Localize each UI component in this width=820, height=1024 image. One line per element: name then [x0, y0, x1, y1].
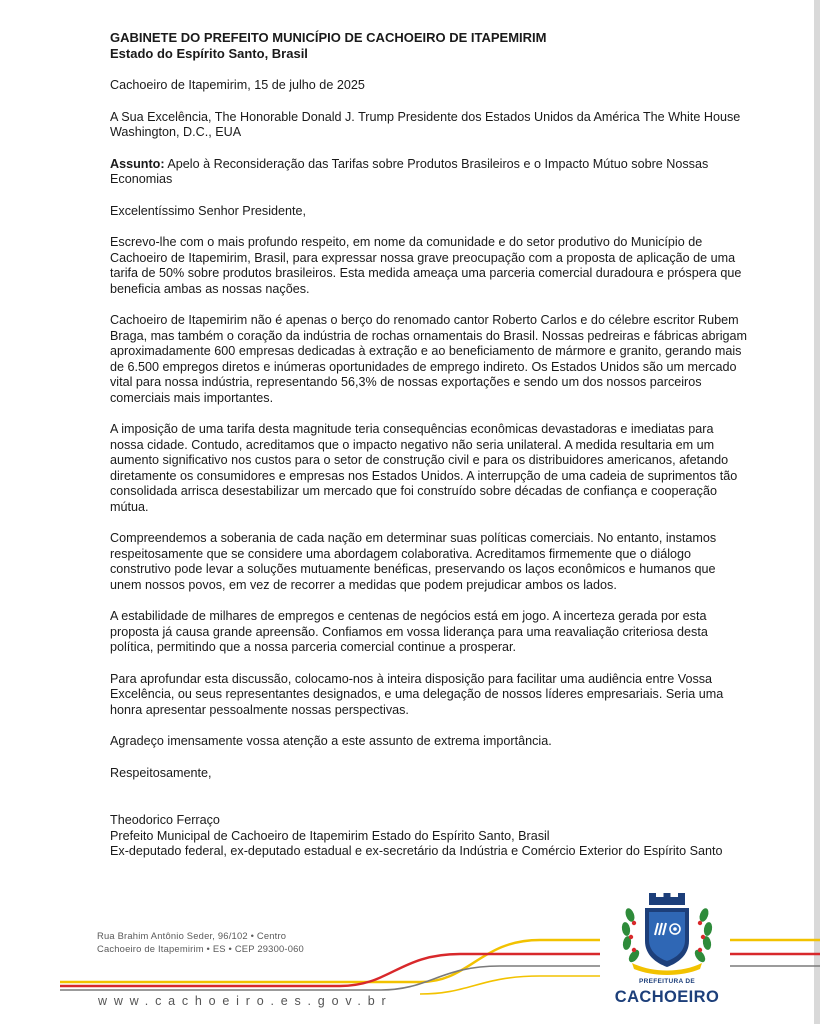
paragraph-2: Cachoeiro de Itapemirim não é apenas o berço do renomado cantor Roberto Carlos e do célebre escritor Rubem Braga, mas também o coração da indústria de rochas ornamentais do Brasil. Nossas pedreiras e fábricas abrigam aproximadamente 600 empresas dedicadas à extração e ao beneficiamento de mármore e granito, gerando mais de 6.500 empregos diretos e inúmeras oportunidades de emprego indireto. Os Estados Unidos são um mercado vital para nossa indústria, representando 56,3% de nossas exportações e sendo um dos nossos parceiros comerciais mais importantes. [110, 313, 747, 405]
letterhead-state: Estado do Espírito Santo, Brasil [110, 45, 308, 61]
address-line-1: Rua Brahim Antônio Seder, 96/102 • Centro [97, 930, 287, 941]
signer-previous-roles: Ex-deputado federal, ex-deputado estadual e ex-secretário da Indústria e Comércio Exterior do Espírito Santo [110, 844, 723, 858]
salutation: Excelentíssimo Senhor Presidente, [110, 203, 307, 218]
city-hall-logo [612, 893, 722, 1018]
page-edge [814, 0, 820, 1024]
subject-text: Apelo à Reconsideração das Tarifas sobre Produtos Brasileiros e o Impacto Mútuo sobre Nossas Economias [110, 156, 709, 186]
signature-block [110, 813, 750, 860]
paragraph-1: Escrevo-lhe com o mais profundo respeito, em nome da comunidade e do setor produtivo do Município de Cachoeiro de Itapemirim, Brasil, para expressar nossa grave preocupação com a proposta de aplicação de uma tarifa de 50% sobre produtos brasileiros. Esta medida ameaça uma parceria comercial duradoura e próspera que beneficia ambas as nossas nações. [110, 235, 742, 296]
letter-body [110, 30, 750, 860]
recipient: A Sua Excelência, The Honorable Donald J. Trump Presidente dos Estados Unidos da América The White House Washington, D.C., EUA [110, 109, 741, 139]
address-line-2: Cachoeiro de Itapemirim • ES • CEP 29300-060 [97, 943, 304, 954]
subject-line [110, 157, 750, 188]
subject-label: Assunto: [110, 156, 165, 171]
logo-caption-small: PREFEITURA DE [638, 978, 696, 985]
paragraph-4: Compreendemos a soberania de cada nação em determinar suas políticas comerciais. No entanto, instamos respeitosamente que se considere uma abordagem colaborativa. Acreditamos firmemente que o diálogo construtivo pode levar a soluções mutuamente benéficas, preservando os laços econômicos e humanos que unem nossos povos, em vez de recorrer a medidas que podem prejudicar ambos os lados. [110, 531, 717, 592]
closing: Respeitosamente, [110, 765, 212, 780]
letterhead-office: GABINETE DO PREFEITO MUNICÍPIO DE CACHOEIRO DE ITAPEMIRIM [110, 30, 547, 45]
logo-caption-large: CACHOEIRO [614, 988, 720, 1006]
signer-title: Prefeito Municipal de Cachoeiro de Itapemirim Estado do Espírito Santo, Brasil [110, 828, 550, 843]
paragraph-5: A estabilidade de milhares de empregos e centenas de negócios está em jogo. A incerteza gerada por esta proposta já causa grande apreensão. Confiamos em vossa liderança para uma reavaliação criteriosa desta política, permitindo que a nossa parceria comercial continue a prosperar. [110, 609, 708, 654]
paragraph-7: Agradeço imensamente vossa atenção a este assunto de extrema importância. [110, 734, 552, 748]
footer-yellow-stripe-2 [420, 976, 600, 994]
footer-address [97, 929, 304, 955]
paragraph-3: A imposição de uma tarifa desta magnitude teria consequências econômicas devastadoras e imediatas para nossa cidade. Contudo, acreditamos que o impacto negativo não seria unilateral. A medida resultaria em um aumento significativo nos custos para o setor de construção civil e para os distribuidores americanos, afetando diretamente os consumidores e empresas nos Estados Unidos. A interrupção de uma cadeia de suprimentos tão consolidada arrisca desestabilizar um mercado que foi construído sobre décadas de confiança e cooperação mútua. [110, 422, 738, 514]
website-link[interactable]: www.cachoeiro.es.gov.br [98, 994, 393, 1008]
signer-name: Theodorico Ferraço [110, 813, 220, 827]
place-date: Cachoeiro de Itapemirim, 15 de julho de 2025 [110, 78, 365, 92]
paragraph-6: Para aprofundar esta discussão, colocamo-nos à inteira disposição para facilitar uma audiência entre Vossa Excelência, ou seus representantes designados, e uma delegação de nossos líderes empresariais. Seria uma honra apresentar pessoalmente nossas perspectivas. [110, 671, 724, 717]
coat-of-arms-icon [612, 893, 722, 977]
